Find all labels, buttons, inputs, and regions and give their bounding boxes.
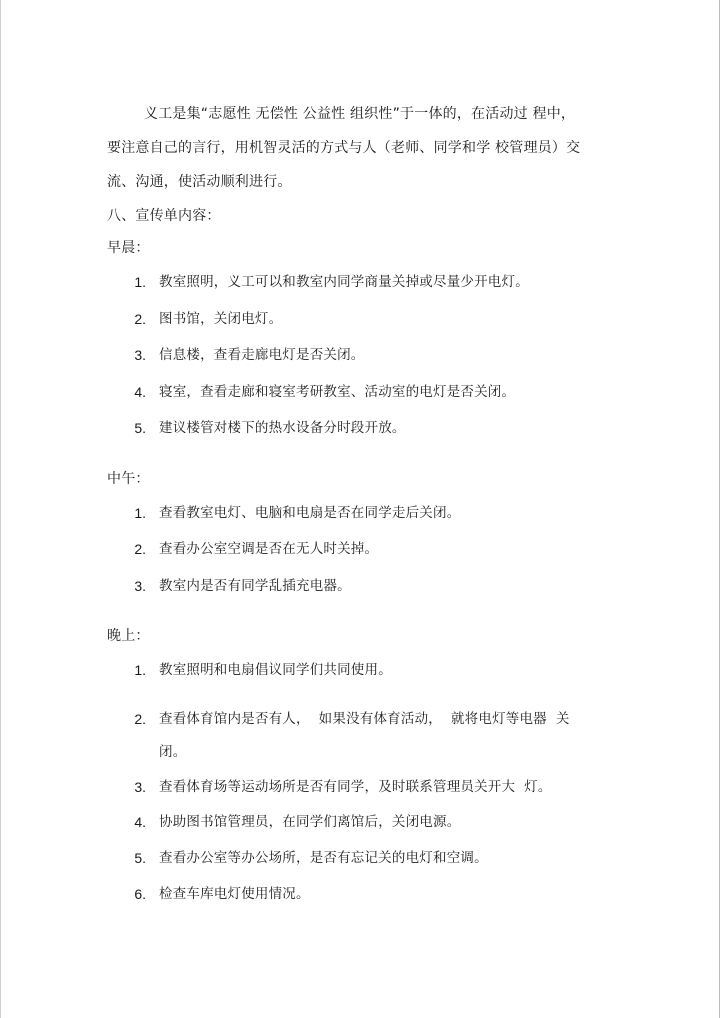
list-item-text: 协助图书馆管理员，在同学们离馆后，关闭电源。 (159, 814, 461, 830)
list-number: 3. (134, 347, 146, 363)
section-heading: 八、宣传单内容： (107, 208, 221, 224)
list-number: 1. (134, 505, 146, 521)
list-item-text: 查看办公室等办公场所，是否有忘记关的电灯和空调。 (159, 850, 488, 866)
list-number: 4. (134, 814, 146, 830)
list-number: 5. (134, 420, 146, 436)
intro-line-3: 流、沟通，使活动顺利进行。 (107, 174, 292, 190)
list-item-text: 教室照明，义工可以和教室内同学商量关掉或尽量少开电灯。 (159, 274, 529, 290)
list-number: 4. (134, 384, 146, 400)
list-number: 2. (134, 541, 146, 557)
list-number: 1. (134, 662, 146, 678)
intro-line-2: 要注意自己的言行，用机智灵活的方式与人（老师、同学和学 校管理员）交 (107, 140, 581, 156)
noon-label: 中午： (107, 471, 150, 487)
list-item-text: 查看办公室空调是否在无人时关掉。 (159, 541, 379, 557)
list-item-text: 查看教室电灯、电脑和电扇是否在同学走后关闭。 (159, 505, 461, 521)
list-number: 1. (134, 274, 146, 290)
list-number: 2. (134, 311, 146, 327)
list-item-text: 教室内是否有同学乱插充电器。 (159, 578, 351, 594)
evening-label: 晚上： (107, 628, 150, 644)
list-item-text: 教室照明和电扇倡议同学们共同使用。 (159, 662, 392, 678)
morning-label: 早晨： (107, 240, 150, 256)
list-number: 3. (134, 779, 146, 795)
list-item-text: 寝室，查看走廊和寝室考研教室、活动室的电灯是否关闭。 (159, 384, 516, 400)
list-number: 5. (134, 850, 146, 866)
intro-line-1: 义工是集“志愿性 无偿性 公益性 组织性”于一体的，在活动过 程中， (144, 106, 576, 122)
list-item-text: 图书馆，关闭电灯。 (159, 311, 283, 327)
list-number: 2. (134, 711, 146, 727)
list-item-text: 查看体育场等运动场所是否有同学，及时联系管理员关开大 灯。 (159, 779, 552, 795)
list-number: 3. (134, 578, 146, 594)
list-number: 6. (134, 886, 146, 902)
list-item-text: 信息楼，查看走廊电灯是否关闭。 (159, 347, 365, 363)
list-item-text: 检查车库电灯使用情况。 (159, 886, 310, 902)
list-item-text: 查看体育馆内是否有人， 如果没有体育活动， 就将电灯等电器 关 (159, 711, 570, 727)
list-item-text: 建议楼管对楼下的热水设备分时段开放。 (159, 420, 406, 436)
list-item-text-continuation: 闭。 (159, 744, 187, 760)
